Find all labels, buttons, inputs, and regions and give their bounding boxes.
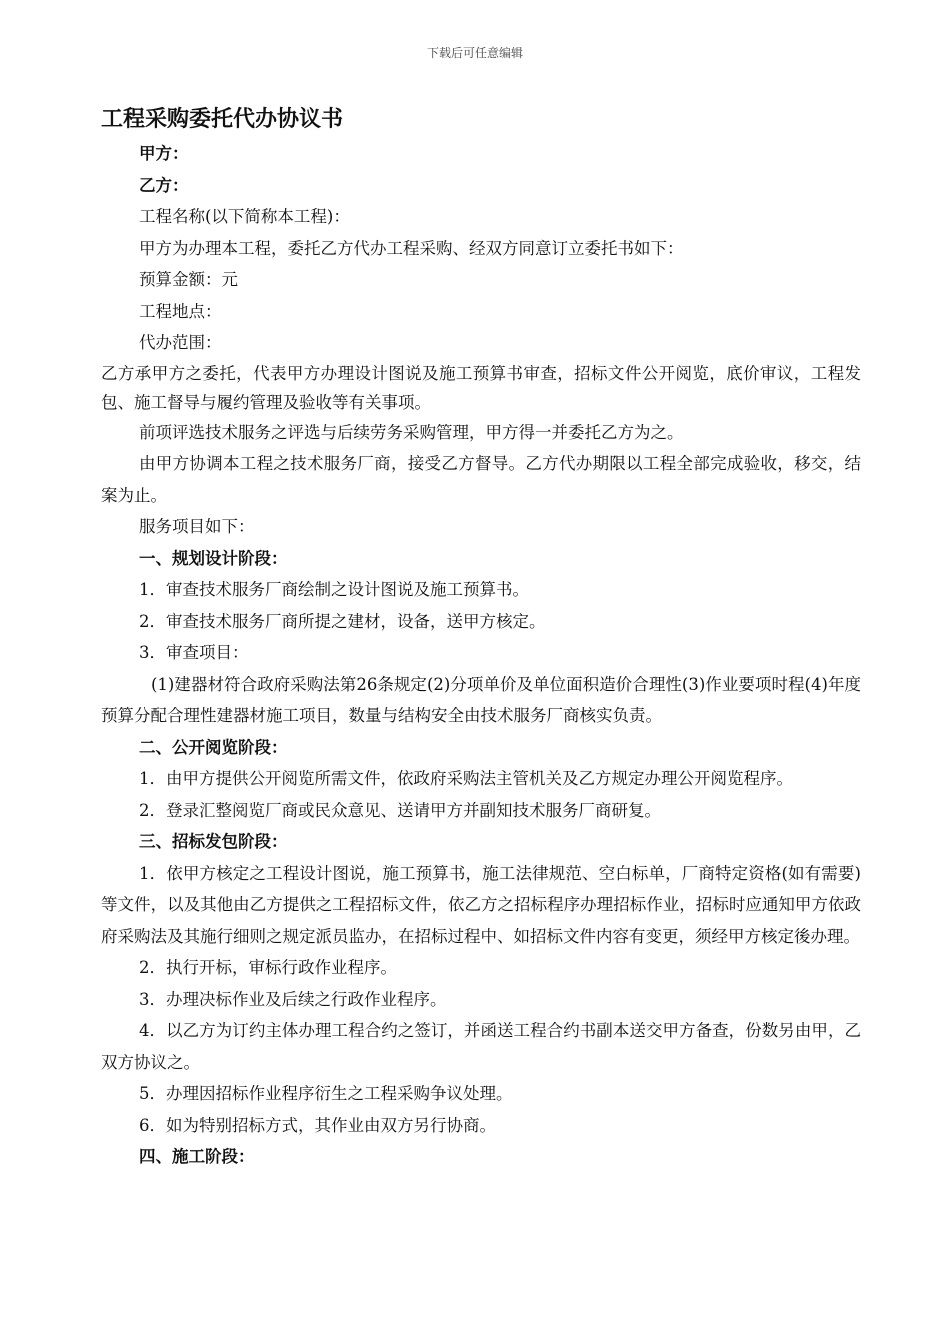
party-a-label: 甲方： xyxy=(139,144,189,163)
intro-paragraph: 甲方为办理本工程，委托乙方代办工程采购、经双方同意订立委托书如下： xyxy=(139,238,684,258)
document-title: 工程采购委托代办协议书 xyxy=(101,107,344,132)
scope-label: 代办范围： xyxy=(139,333,222,352)
header-note: 下载后可任意编辑 xyxy=(426,46,523,60)
section-1-item: 2．审查技术服务厂商所提之建材，设备，送甲方核定。 xyxy=(139,611,546,631)
section-3-item: 5．办理因招标作业程序衍生之工程采购争议处理。 xyxy=(139,1084,513,1103)
coordination-paragraph: 由甲方协调本工程之技术服务厂商，接受乙方督导。乙方代办期限以工程全部完成验收，移交，结案为止。 xyxy=(101,454,861,505)
section-3-item: 4．以乙方为订约主体办理工程合约之签订，并函送工程合约书副本送交甲方备查，份数另由甲，乙双方协议之。 xyxy=(101,1021,861,1072)
services-intro: 服务项目如下： xyxy=(139,517,255,536)
section-3-item: 1．依甲方核定之工程设计图说，施工预算书，施工法律规范、空白标单，厂商特定资格(如有需要)等文件，以及其他由乙方提供之工程招标文件，依乙方之招标程序办理招标作业，招标时应通知甲方依政府采购法及其施行细则之规定派员监办，在招标过程中、如招标文件内容有变更，须经甲方核定後办理。 xyxy=(101,863,861,946)
section-1-item: 3．审查项目： xyxy=(139,643,249,662)
section-1-item: 1．审查技术服务厂商绘制之设计图说及施工预算书。 xyxy=(139,580,529,599)
document-body xyxy=(101,104,861,1173)
location-line: 工程地点： xyxy=(139,301,222,321)
section-3-item: 3．办理决标作业及后续之行政作业程序。 xyxy=(139,989,447,1009)
budget-line: 预算金额：元 xyxy=(139,270,238,289)
section-2-item: 2．登录汇整阅览厂商或民众意见、送请甲方并副知技术服务厂商研复。 xyxy=(139,800,661,820)
section-1-heading: 一、规划设计阶段： xyxy=(139,548,288,568)
scope-paragraph: 乙方承甲方之委托，代表甲方办理设计图说及施工预算书审查，招标文件公开阅览，底价审议，工程发包、施工督导与履约管理及验收等有关事项。 xyxy=(101,363,861,412)
section-3-heading: 三、招标发包阶段： xyxy=(139,832,288,851)
section-3-item: 6．如为特别招标方式，其作业由双方另行协商。 xyxy=(139,1115,496,1135)
party-b-label: 乙方： xyxy=(139,175,189,195)
project-name-line: 工程名称(以下简称本工程)： xyxy=(139,207,350,226)
section-2-heading: 二、公开阅览阶段： xyxy=(139,737,288,757)
section-1-sub-items: (1)建器材符合政府采购法第26条规定(2)分项单价及单位面积造价合理性(3)作业要项时程(4)年度预算分配合理性建器材施工项目，数量与结构安全由技术服务厂商核实负责。 xyxy=(101,674,861,725)
section-2-item: 1．由甲方提供公开阅览所需文件，依政府采购法主管机关及乙方规定办理公开阅览程序。 xyxy=(139,769,793,788)
section-4-heading: 四、施工阶段： xyxy=(139,1147,255,1166)
section-3-item: 2．执行开标，审标行政作业程序。 xyxy=(139,958,397,977)
tech-service-paragraph: 前项评选技术服务之评选与后续劳务采购管理，甲方得一并委托乙方为之。 xyxy=(139,422,684,442)
